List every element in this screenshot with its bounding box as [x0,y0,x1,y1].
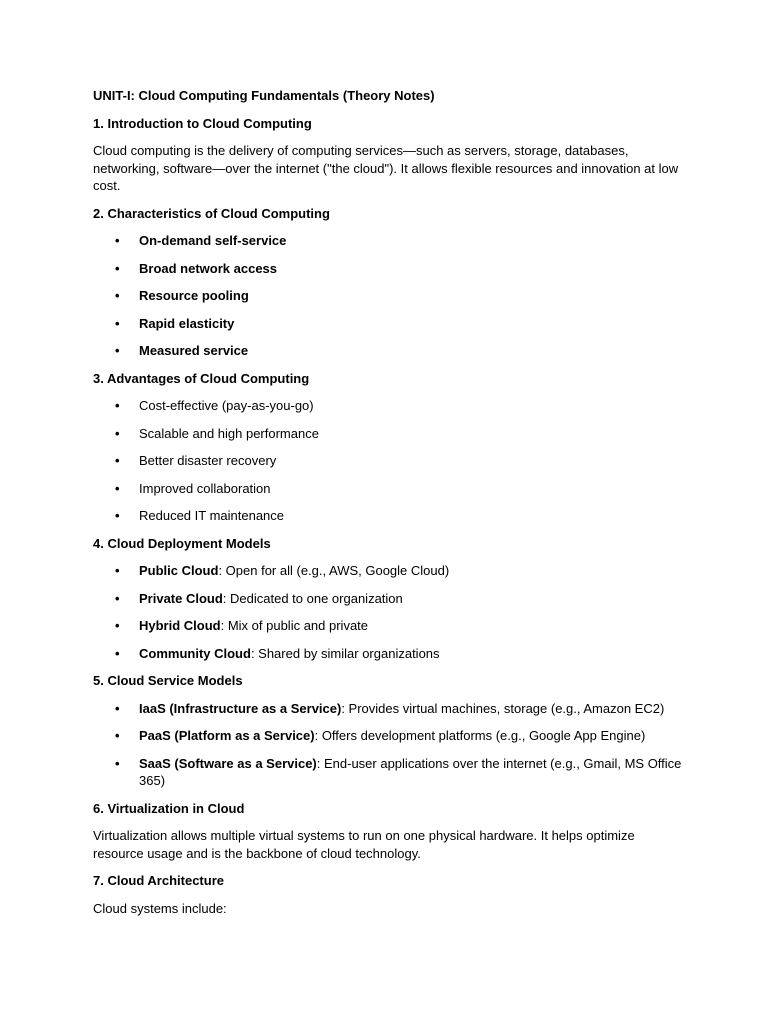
list-item: • Better disaster recovery [115,453,277,468]
bullet-icon: • [115,343,120,358]
section-heading-introduction: 1. Introduction to Cloud Computing [93,115,312,131]
document-title: UNIT-I: Cloud Computing Fundamentals (Theory Notes) [93,88,435,103]
virtualization-paragraph: Virtualization allows multiple virtual systems to run on one physical hardware. It helps optimize resource usage and is the backbone of cloud technology. [93,828,635,861]
section-heading-deployment-models: 4. Cloud Deployment Models [93,535,271,551]
bullet-icon: • [115,728,120,743]
list-item: • SaaS (Software as a Service): End-user applications over the internet (e.g., Gmail, MS Office 365) [115,755,682,788]
list-item: • PaaS (Platform as a Service): Offers development platforms (e.g., Google App Engine) [115,728,646,743]
advantages-list [93,397,683,525]
section-heading-virtualization: 6. Virtualization in Cloud [93,800,245,816]
service-models-list [93,700,683,790]
list-item: • Scalable and high performance [115,425,319,441]
list-item: • Improved collaboration [115,480,271,496]
bullet-icon: • [115,233,120,248]
section-heading-architecture: 7. Cloud Architecture [93,873,224,888]
bullet-icon: • [115,398,120,413]
bullet-icon: • [115,755,120,771]
introduction-paragraph: Cloud computing is the delivery of computing services—such as servers, storage, databases, networking, software—over the internet ("the cloud"). It allows flexible resources and innovation at low cost. [93,143,679,193]
bullet-icon: • [115,425,120,441]
bullet-icon: • [115,315,120,331]
list-item: • Rapid elasticity [115,315,235,331]
bullet-icon: • [115,260,120,276]
bullet-icon: • [115,288,120,303]
bullet-icon: • [115,590,120,606]
bullet-icon: • [115,508,120,523]
bullet-icon: • [115,480,120,496]
characteristics-list [93,232,683,360]
list-item: • Broad network access [115,260,278,276]
bullet-icon: • [115,453,120,468]
list-item: • Hybrid Cloud: Mix of public and private [115,618,369,633]
section-heading-characteristics: 2. Characteristics of Cloud Computing [93,205,330,221]
list-item: • On-demand self-service [115,233,287,248]
list-item: • Community Cloud: Shared by similar organizations [115,645,440,661]
section-heading-service-models: 5. Cloud Service Models [93,673,243,688]
bullet-icon: • [115,700,120,716]
list-item: • Reduced IT maintenance [115,508,285,523]
list-item: • IaaS (Infrastructure as a Service): Provides virtual machines, storage (e.g., Amazon EC2) [115,700,665,716]
deployment-models-list [93,562,683,662]
list-item: • Cost-effective (pay-as-you-go) [115,398,314,413]
section-heading-advantages: 3. Advantages of Cloud Computing [93,370,310,386]
architecture-paragraph: Cloud systems include: [93,900,227,916]
list-item: • Measured service [115,343,249,358]
list-item: • Private Cloud: Dedicated to one organization [115,590,403,606]
document-page [93,87,683,927]
bullet-icon: • [115,645,120,661]
list-item: • Resource pooling [115,288,249,303]
bullet-icon: • [115,563,120,578]
list-item: • Public Cloud: Open for all (e.g., AWS, Google Cloud) [115,563,450,578]
bullet-icon: • [115,618,120,633]
